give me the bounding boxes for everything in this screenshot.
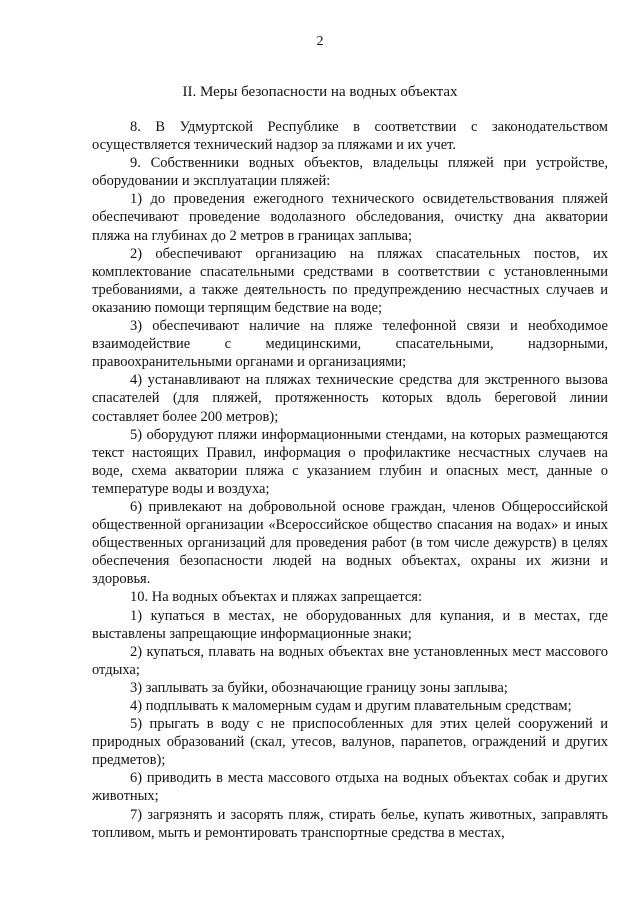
list-item-10-2: 2) купаться, плавать на водных объектах вне установленных мест массового отдыха;	[92, 643, 608, 678]
list-item-9-2: 2) обеспечивают организацию на пляжах спасательных постов, их комплектование спасательными средствами в соответствии с установленными требованиями, а также деятельность по предупреждению несчастных случаев и оказанию помощи терпящим бедствие на воде;	[92, 245, 608, 316]
paragraph-10: 10. На водных объектах и пляжах запрещается:	[130, 589, 422, 606]
list-item-10-5: 5) прыгать в воду с не приспособленных для этих целей сооружений и природных образований (скал, утесов, валунов, парапетов, ограждений и других предметов);	[92, 716, 608, 769]
document-body	[92, 118, 608, 842]
list-item-9-6: 6) привлекают на добровольной основе граждан, членов Общероссийской общественной организации «Всероссийское общество спасания на водах» и иных общественных организаций для проведения работ (в том числе дежурств) в целях обеспечения безопасности людей на водных объектах, охраны их жизни и здоровья.	[92, 498, 608, 588]
page-number: 2	[316, 34, 324, 49]
list-item-9-3: 3) обеспечивают наличие на пляже телефонной связи и необходимое взаимодействие с медицинскими, спасательными, надзорными, правоохранительными органами и организациями;	[92, 318, 608, 371]
paragraph-8: 8. В Удмуртской Республике в соответствии с законодательством осуществляется технический надзор за пляжами и их учет.	[92, 119, 608, 154]
list-item-10-4: 4) подплывать к маломерным судам и другим плавательным средствам;	[130, 698, 572, 714]
list-item-9-4: 4) устанавливают на пляжах технические средства для экстренного вызова спасателей (для пляжей, протяженность которых вдоль береговой линии составляет более 200 метров);	[92, 372, 608, 425]
paragraph-9: 9. Собственники водных объектов, владельцы пляжей при устройстве, оборудовании и эксплуатации пляжей:	[92, 155, 608, 190]
list-item-10-6: 6) приводить в места массового отдыха на водных объектах собак и других животных;	[92, 770, 608, 805]
list-item-10-1: 1) купаться в местах, не оборудованных для купания, и в местах, где выставлены запрещающие информационные знаки;	[92, 607, 608, 642]
list-item-9-5: 5) оборудуют пляжи информационными стендами, на которых размещаются текст настоящих Правил, информация о профилактике несчастных случаев на воде, схема акватории пляжа с указанием глубин и опасных мест, данные о температуре воды и воздуха;	[92, 426, 608, 497]
list-item-9-1: 1) до проведения ежегодного технического освидетельствования пляжей обеспечивают проведение водолазного обследования, очистку дна акватории пляжа на глубинах до 2 метров в границах заплыва;	[92, 191, 608, 244]
list-item-10-7: 7) загрязнять и засорять пляж, стирать белье, купать животных, заправлять топливом, мыть и ремонтировать транспортные средства в местах,	[92, 806, 608, 841]
section-title: II. Меры безопасности на водных объектах	[182, 84, 458, 100]
list-item-10-3: 3) заплывать за буйки, обозначающие границу зоны заплыва;	[130, 679, 508, 696]
